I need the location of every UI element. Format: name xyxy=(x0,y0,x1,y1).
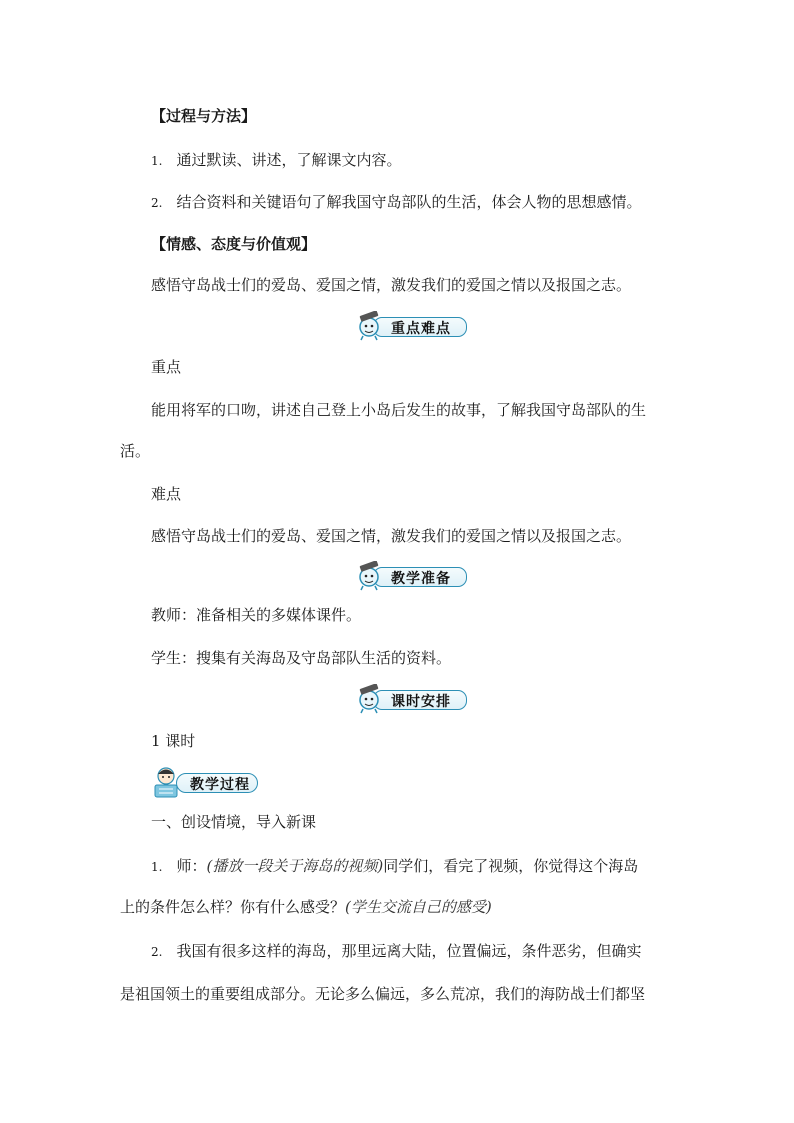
section1-title: 一、创设情境，导入新课 xyxy=(151,813,317,831)
list-number: 2. xyxy=(151,945,163,959)
process-item-2 xyxy=(151,192,641,213)
pencil-mascot-icon xyxy=(355,561,391,591)
banner-preparation xyxy=(355,561,467,591)
step2-line2: 是祖国领土的重要组成部分。无论多么偏远，多么荒凉，我们的海防战士们都坚 xyxy=(120,985,646,1003)
banner-label: 课时安排 xyxy=(391,694,451,710)
step1-question: 上的条件怎么样？你有什么感受？ xyxy=(120,898,346,916)
stage-note: (播放一段关于海岛的视频) xyxy=(206,857,384,875)
time-text: 1 课时 xyxy=(151,732,196,750)
banner-label: 教学准备 xyxy=(391,571,451,587)
key-text-line1: 能用将军的口吻，讲述自己登上小岛后发生的故事，了解我国守岛部队的生 xyxy=(151,401,647,419)
banner-label: 教学过程 xyxy=(190,777,250,793)
pencil-mascot-icon xyxy=(355,684,391,714)
boy-reading-icon xyxy=(150,765,184,799)
difficulty-label: 难点 xyxy=(151,485,182,503)
step2-line1 xyxy=(151,941,641,962)
banner-key-points xyxy=(355,311,467,341)
heading-process: 【过程与方法】 xyxy=(151,107,257,125)
list-number: 2. xyxy=(151,196,163,210)
process-item-1 xyxy=(151,150,401,171)
step1-line1 xyxy=(151,856,638,877)
step1-text: 同学们，看完了视频，你觉得这个海岛 xyxy=(383,857,639,875)
step2-text: 我国有很多这样的海岛，那里远离大陆，位置偏远，条件恶劣，但确实 xyxy=(176,942,642,960)
step1-prefix: 师： xyxy=(176,857,207,875)
list-text: 结合资料和关键语句了解我国守岛部队的生活，体会人物的思想感情。 xyxy=(176,193,642,211)
banner-schedule xyxy=(355,684,467,714)
list-number: 1. xyxy=(151,860,163,874)
key-label: 重点 xyxy=(151,358,182,376)
emotion-text: 感悟守岛战士们的爱岛、爱国之情，激发我们的爱国之情以及报国之志。 xyxy=(151,276,632,294)
heading-emotion: 【情感、态度与价值观】 xyxy=(151,235,317,253)
stage-note: (学生交流自己的感受) xyxy=(345,898,492,916)
key-text-line2: 活。 xyxy=(120,442,151,460)
list-text: 通过默读、讲述，了解课文内容。 xyxy=(176,151,402,169)
banner-label: 重点难点 xyxy=(391,321,451,337)
prep-student: 学生：搜集有关海岛及守岛部队生活的资料。 xyxy=(151,649,452,667)
pencil-mascot-icon xyxy=(355,311,391,341)
prep-teacher: 教师：准备相关的多媒体课件。 xyxy=(151,606,362,624)
step1-line2 xyxy=(120,897,492,917)
list-number: 1. xyxy=(151,154,163,168)
difficulty-text: 感悟守岛战士们的爱岛、爱国之情，激发我们的爱国之情以及报国之志。 xyxy=(151,527,632,545)
banner-teaching-process xyxy=(150,765,260,799)
